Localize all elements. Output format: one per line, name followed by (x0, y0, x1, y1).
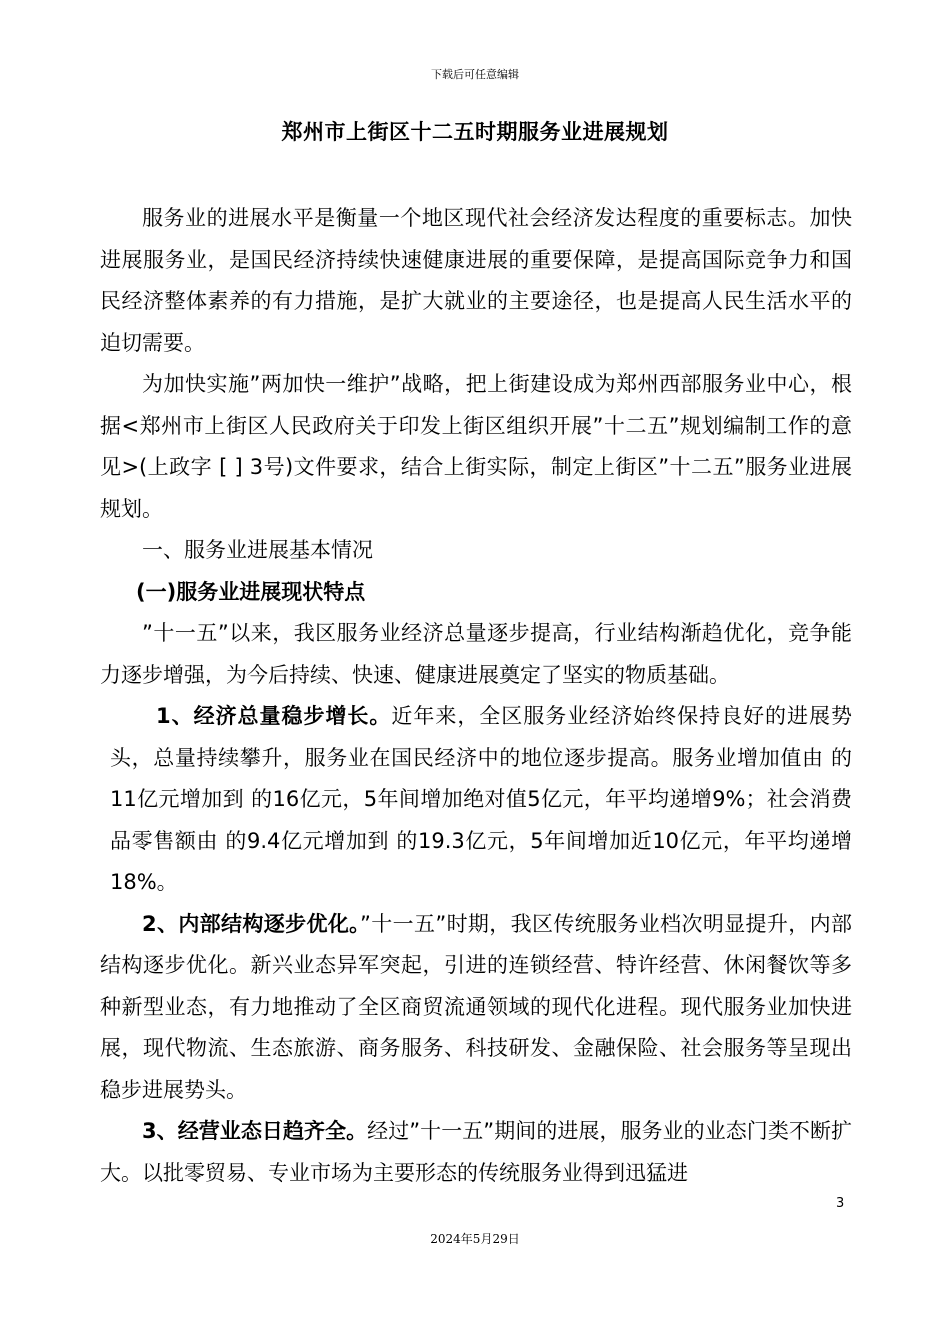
paragraph-economy-total-text: 近年来，全区服务业经济始终保持良好的进展势头，总量持续攀升，服务业在国民经济中的地位逐步提高。服务业增加值由 的11亿元增加到 的16亿元，5年间增加绝对值5亿元，年平均递增9%；社会消费品零售额由 的9.4亿元增加到 的19.3亿元，5年间增加近10亿元，年平均递增18%。 (110, 704, 852, 894)
paragraph-formats-lead: 3、经营业态日趋齐全。 (142, 1119, 368, 1143)
paragraph-formats-text: 经过”十一五”期间的进展，服务业的业态门类不断扩大。以批零贸易、专业市场为主要形态的传统服务业得到迅猛进 (100, 1119, 852, 1185)
page-number: 3 (836, 1196, 845, 1211)
paragraph-structure (100, 904, 852, 1112)
paragraph-structure-text: ”十一五”时期，我区传统服务业档次明显提升，内部结构逐步优化。新兴业态异军突起，引进的连锁经营、特许经营、休闲餐饮等多种新型业态，有力地推动了全区商贸流通领域的现代化进程。现代服务业加快进展，现代物流、生态旅游、商务服务、科技研发、金融保险、社会服务等呈现出稳步进展势头。 (100, 911, 852, 1102)
document-title: 郑州市上街区十二五时期服务业进展规划 (281, 120, 669, 144)
footer-date: 2024年5月29日 (430, 1232, 520, 1246)
paragraph-basis: 为加快实施”两加快一维护”战略，把上街建设成为郑州西部服务业中心，根据<郑州市上街区人民政府关于印发上街区组织开展”十二五”规划编制工作的意见>(上政字 [ ] 3号)文件要求，结合上街实际，制定上街区”十二五”服务业进展规划。 (100, 372, 852, 521)
paragraph-intro: 服务业的进展水平是衡量一个地区现代社会经济发达程度的重要标志。加快进展服务业，是国民经济持续快速健康进展的重要保障，是提高国际竞争力和国民经济整体素养的有力措施，是扩大就业的主要途径，也是提高人民生活水平的迫切需要。 (100, 206, 852, 355)
paragraph-economy-total (100, 696, 852, 904)
header-note: 下载后可任意编辑 (431, 68, 519, 81)
paragraph-formats (100, 1111, 852, 1194)
paragraph-structure-lead: 2、内部结构逐步优化。 (142, 911, 361, 936)
subsection-heading: (一)服务业进展现状特点 (136, 579, 366, 604)
document-body (100, 198, 852, 1194)
paragraph-overview: ”十一五”以来，我区服务业经济总量逐步提高，行业结构渐趋优化，竞争能力逐步增强，为今后持续、快速、健康进展奠定了坚实的物质基础。 (100, 621, 852, 687)
section-heading: 一、服务业进展基本情况 (142, 538, 373, 562)
paragraph-economy-total-lead: 1、经济总量稳步增长。 (156, 704, 392, 728)
